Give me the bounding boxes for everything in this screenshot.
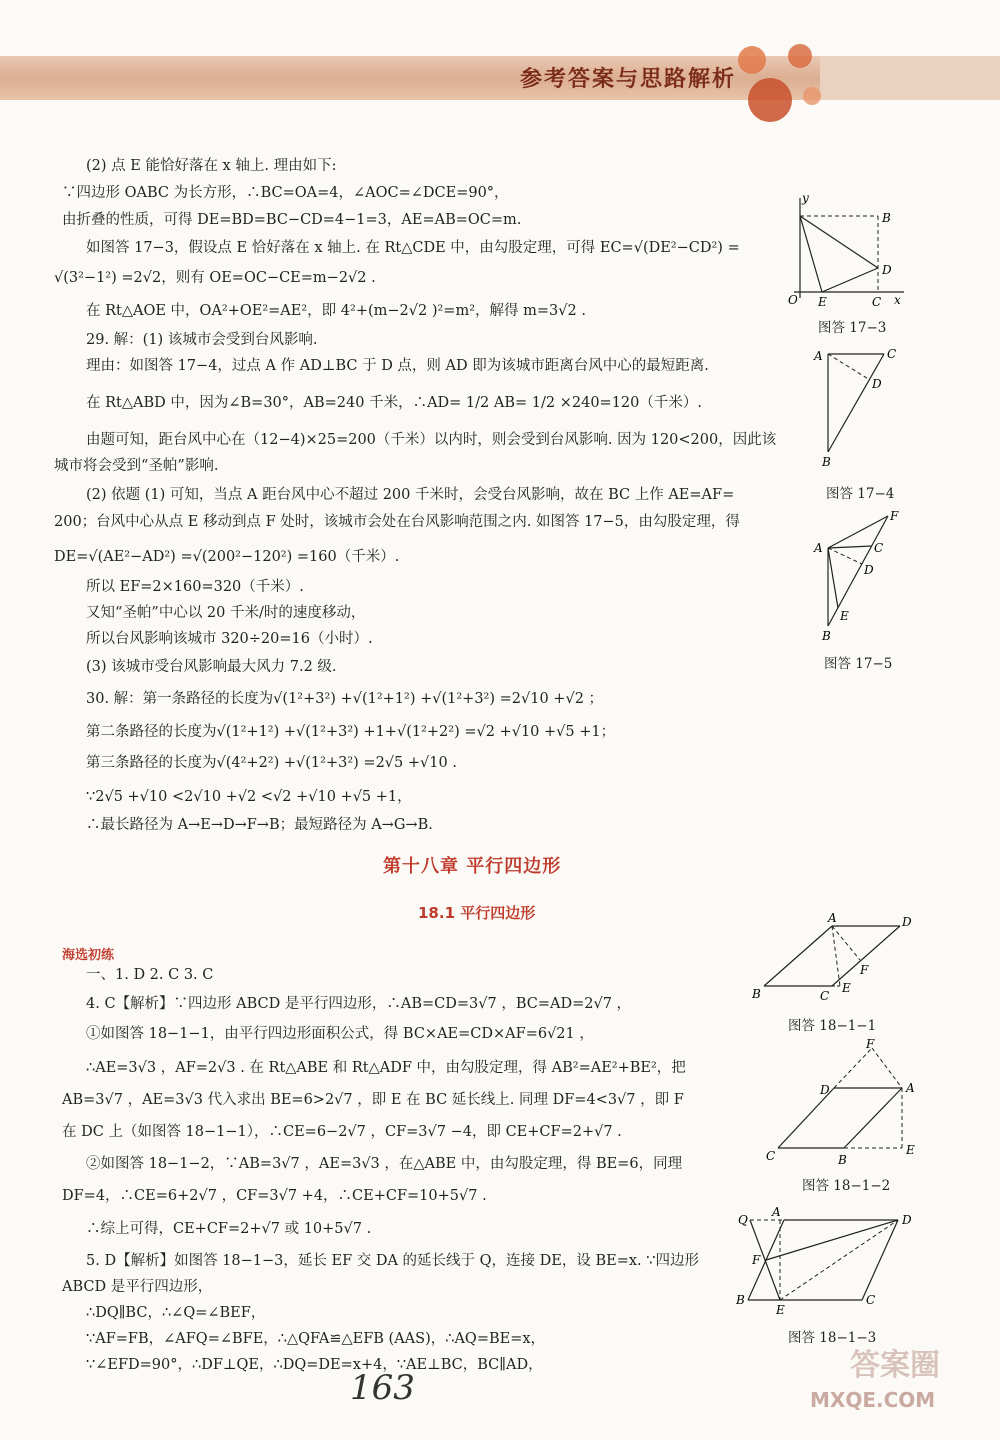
text-line: 在 Rt△AOE 中，OA²+OE²=AE²，即 4²+(m−2√2 )²=m²，解得 m=3√2 . xyxy=(86,303,586,319)
header-title: 参考答案与思路解析 xyxy=(520,67,737,92)
text-line: √(3²−1²) =2√2，则有 OE=OC−CE=m−2√2 . xyxy=(54,270,376,286)
fig-label: F xyxy=(860,963,869,977)
text-line: 在 Rt△ABD 中，因为∠B=30°，AB=240 千米，∴AD= 1/2 AB= 1/2 ×240=120（千米）. xyxy=(86,395,702,411)
fig-label: F xyxy=(866,1038,875,1051)
text-line: 又知“圣帕”中心以 20 千米/时的速度移动， xyxy=(86,605,366,621)
caption-17-5: 图答 17−5 xyxy=(824,656,893,672)
text-line: 30. 解：第一条路径的长度为√(1²+3²) +√(1²+1²) +√(1²+3²) =2√10 +√2 ； xyxy=(86,691,604,707)
decorative-circles xyxy=(730,38,830,128)
fig-label: B xyxy=(736,1293,745,1307)
page-number: 163 xyxy=(350,1368,415,1408)
text-line: 5. D【解析】如图答 18−1−3，延长 EF 交 DA 的延长线于 Q，连接 DE，设 BE=x. ∵四边形 xyxy=(86,1253,699,1269)
text-line: 在 DC 上（如图答 18−1−1），∴CE=6−2√7 ，CF=3√7 −4，即 CE+CF=2+√7 . xyxy=(62,1124,622,1140)
fig-label: F xyxy=(890,509,899,523)
fig-label: B xyxy=(882,211,891,225)
text-line: ∵∠EFD=90°，∴DF⊥QE，∴DQ=DE=x+4，∵AE⊥BC，BC∥AD， xyxy=(86,1357,543,1373)
text-line: 由题可知，距台风中心在（12−4)×25=200（千米）以内时，则会受到台风影响. 因为 120<200，因此该 xyxy=(86,432,777,448)
fig-label: A xyxy=(814,349,823,363)
text-line: 如图答 17−3，假设点 E 恰好落在 x 轴上. 在 Rt△CDE 中，由勾股定理，可得 EC=√(DE²−CD²) = xyxy=(86,240,740,256)
fig-label: F xyxy=(752,1253,761,1267)
text-line: ∵AF=FB，∠AFQ=∠BFE，∴△QFA≌△EFB (AAS)，∴AQ=BE=x， xyxy=(86,1331,546,1347)
fig-label: C xyxy=(820,989,830,1003)
fig-label: E xyxy=(840,609,849,623)
text-line: ∴综上可得，CE+CF=2+√7 或 10+5√7 . xyxy=(86,1221,372,1237)
fig-label: C xyxy=(887,347,897,361)
text-line: 理由：如图答 17−4，过点 A 作 AD⊥BC 于 D 点，则 AD 即为该城市距离台风中心的最短距离. xyxy=(86,358,709,374)
section-title: 18.1 平行四边形 xyxy=(418,904,536,922)
fig-label: D xyxy=(902,915,912,929)
text-line: 第三条路径的长度为√(4²+2²) +√(1²+3²) =2√5 +√10 . xyxy=(86,755,457,771)
fig-label: A xyxy=(772,1205,781,1219)
text-line: 城市将会受到“圣帕”影响. xyxy=(54,458,219,474)
text-line: ∵四边形 OABC 为长方形，∴BC=OA=4，∠AOC=∠DCE=90°， xyxy=(62,185,509,201)
practice-label: 海选初练 xyxy=(62,948,115,963)
figure-17-5 xyxy=(808,508,908,648)
fig-label: B xyxy=(822,455,831,469)
caption-18-1-2: 图答 18−1−2 xyxy=(802,1178,891,1194)
fig-label: B xyxy=(838,1153,847,1167)
text-line: 4. C【解析】∵四边形 ABCD 是平行四边形，∴AB=CD=3√7 ，BC=AD=2√7 ， xyxy=(86,996,632,1012)
text-line: 200；台风中心从点 E 移动到点 F 处时，该城市会处在台风影响范围之内. 如图答 17−5，由勾股定理，得 xyxy=(54,514,740,530)
chapter-title: 第十八章 平行四边形 xyxy=(383,856,562,877)
text-line: 一、1. D 2. C 3. C xyxy=(86,967,214,983)
fig-label: C xyxy=(766,1149,776,1163)
fig-label: D xyxy=(872,377,882,391)
caption-18-1-3: 图答 18−1−3 xyxy=(788,1330,877,1346)
text-line: (3) 该城市受台风影响最大风力 7.2 级. xyxy=(86,659,337,675)
fig-label: D xyxy=(864,563,874,577)
fig-label: E xyxy=(842,981,851,995)
text-line: ABCD 是平行四边形， xyxy=(62,1279,213,1295)
text-line: (2) 点 E 能恰好落在 x 轴上. 理由如下: xyxy=(86,158,337,174)
text-line: ∴AE=3√3 ，AF=2√3 . 在 Rt△ABE 和 Rt△ADF 中，由勾股定理，得 AB²=AE²+BE²，把 xyxy=(86,1060,686,1076)
fig-label: x xyxy=(894,293,901,307)
watermark-logo: 答案圈 xyxy=(850,1348,940,1383)
text-line: ②如图答 18−1−2，∵AB=3√7 ，AE=3√3 ，在△ABE 中，由勾股定理，得 BE=6，同理 xyxy=(86,1156,683,1172)
text-line: 由折叠的性质，可得 DE=BD=BC−CD=4−1=3，AE=AB=OC=m. xyxy=(62,212,522,228)
watermark: MXQE.COM xyxy=(810,1388,936,1412)
text-line: ①如图答 18−1−1，由平行四边形面积公式，得 BC×AE=CD×AF=6√21 ， xyxy=(86,1026,594,1042)
fig-label: D xyxy=(882,263,892,277)
text-line: DF=4，∴CE=6+2√7 ，CF=3√7 +4，∴CE+CF=10+5√7 . xyxy=(62,1188,487,1204)
text-line: ∴最长路径为 A→E→D→F→B；最短路径为 A→G→B. xyxy=(86,817,433,833)
figure-18-1-1 xyxy=(748,912,918,1004)
text-line: 所以 EF=2×160=320（千米）. xyxy=(86,579,304,595)
fig-label: E xyxy=(776,1303,785,1317)
fig-label: E xyxy=(818,295,827,308)
figure-17-3 xyxy=(784,188,914,308)
text-line: (2) 依题 (1) 可知，当点 A 距台风中心不超过 200 千米时，会受台风影响，故在 BC 上作 AE=AF= xyxy=(86,487,735,503)
caption-17-4: 图答 17−4 xyxy=(826,486,895,502)
fig-label: A xyxy=(828,912,837,925)
caption-18-1-1: 图答 18−1−1 xyxy=(788,1018,877,1034)
text-line: ∵2√5 +√10 <2√10 +√2 <√2 +√10 +√5 +1， xyxy=(86,789,412,805)
text-line: DE=√(AE²−AD²) =√(200²−120²) =160（千米）. xyxy=(54,549,400,565)
fig-label: E xyxy=(906,1143,915,1157)
fig-label: C xyxy=(866,1293,876,1307)
text-line: 所以台风影响该城市 320÷20=16（小时）. xyxy=(86,631,373,647)
fig-label: O xyxy=(788,293,798,307)
text-line: 29. 解：(1) 该城市会受到台风影响. xyxy=(86,332,318,348)
fig-label: y xyxy=(802,191,809,205)
figure-18-1-3 xyxy=(736,1204,916,1320)
text-line: AB=3√7 ，AE=3√3 代入求出 BE=6>2√7 ，即 E 在 BC 延长线上. 同理 DF=4<3√7 ，即 F xyxy=(62,1092,684,1108)
fig-label: A xyxy=(814,541,823,555)
fig-label: B xyxy=(822,629,831,643)
fig-label: C xyxy=(874,541,884,555)
fig-label: D xyxy=(902,1213,912,1227)
caption-17-3: 图答 17−3 xyxy=(818,320,887,336)
text-line: ∴DQ∥BC，∴∠Q=∠BEF， xyxy=(86,1305,266,1321)
figure-17-4 xyxy=(812,344,902,474)
header-banner-right xyxy=(820,56,1000,100)
fig-label: A xyxy=(906,1081,915,1095)
text-line: 第二条路径的长度为√(1²+1²) +√(1²+3²) +1+√(1²+2²) =√2 +√10 +√5 +1； xyxy=(86,724,616,740)
figure-18-1-2 xyxy=(760,1038,920,1168)
fig-label: D xyxy=(820,1083,830,1097)
fig-label: Q xyxy=(738,1213,748,1227)
fig-label: B xyxy=(752,987,761,1001)
fig-label: C xyxy=(872,295,882,308)
